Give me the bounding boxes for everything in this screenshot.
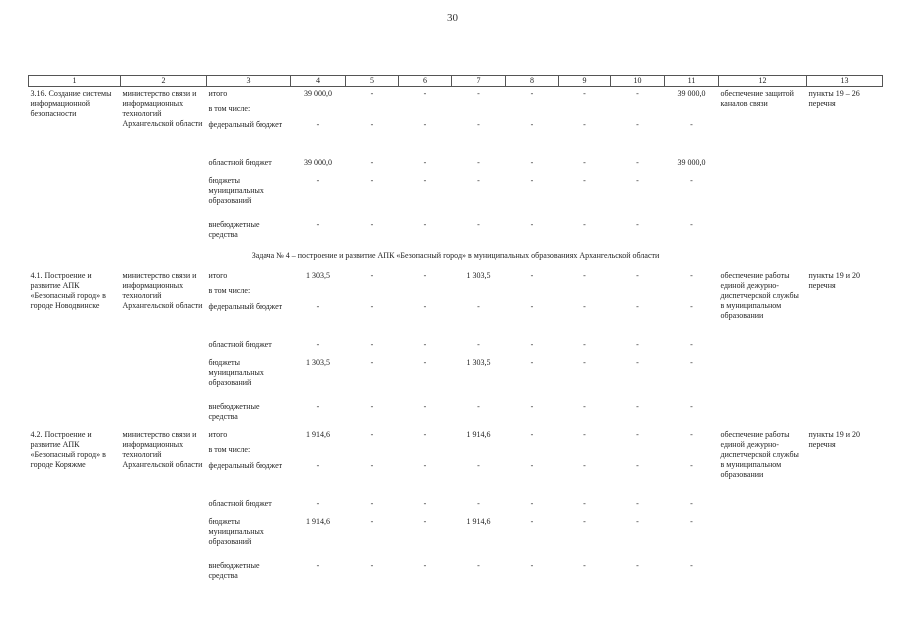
amount-cell: - — [690, 119, 693, 129]
column-number: 9 — [559, 76, 611, 87]
amount-cell: - — [477, 498, 480, 508]
amount-cell: - — [530, 339, 534, 349]
amount-cell: - — [583, 270, 586, 280]
funding-source: федеральный бюджет — [208, 301, 283, 311]
amount-cell: - — [423, 401, 427, 411]
amount-cell: - — [423, 270, 427, 280]
amount-cell — [506, 104, 559, 120]
amount-cell: - — [583, 175, 586, 185]
amount-cell: - — [477, 175, 480, 185]
table-row — [29, 428, 883, 445]
amount-cell — [399, 445, 452, 461]
amount-cell: - — [636, 89, 639, 98]
amount-cell: - — [423, 429, 427, 439]
amount-cell: - — [530, 516, 534, 526]
measure-name: 4.2. Построение и развитие АПК «Безопасный город» в городе Коряжме — [30, 429, 106, 469]
amount-cell — [665, 104, 719, 120]
amount-cell: - — [530, 301, 534, 311]
amount-cell: - — [636, 175, 639, 185]
expected-result: обеспечение защитой каналов связи — [720, 89, 794, 108]
executor-name: министерство связи и информационных технологий Архангельской области — [122, 89, 203, 128]
amount-cell: - — [530, 175, 534, 185]
amount-cell: - — [690, 270, 693, 280]
amount-cell: - — [423, 339, 427, 349]
funding-source: итого — [208, 89, 228, 98]
measure-name: 3.16. Создание системы информационной безопасности — [30, 89, 112, 118]
amount-cell: - — [636, 119, 639, 129]
amount-cell — [452, 286, 506, 302]
amount-cell: - — [423, 460, 427, 470]
column-number: 10 — [611, 76, 665, 87]
amount-cell: - — [530, 560, 534, 570]
funding-source: итого — [208, 429, 228, 439]
funding-source: областной бюджет — [208, 157, 272, 167]
amount-cell: - — [636, 429, 639, 439]
amount-cell: - — [316, 119, 320, 129]
amount-cell: - — [370, 401, 374, 411]
amount-cell — [506, 286, 559, 302]
amount-cell — [665, 286, 719, 302]
amount-cell: - — [636, 157, 639, 167]
funding-source: в том числе: — [208, 285, 251, 295]
amount-cell: - — [690, 357, 693, 367]
amount-cell — [399, 104, 452, 120]
amount-cell: - — [583, 89, 586, 98]
amount-cell: - — [316, 339, 320, 349]
amount-cell: - — [477, 89, 480, 98]
amount-cell — [665, 445, 719, 461]
amount-cell: - — [423, 89, 427, 98]
amount-cell: - — [583, 157, 586, 167]
column-number: 1 — [29, 76, 121, 87]
column-number: 13 — [807, 76, 883, 87]
funding-source: итого — [208, 270, 228, 280]
amount-cell — [559, 445, 611, 461]
amount-cell: - — [636, 460, 639, 470]
measure-name: 4.1. Построение и развитие АПК «Безопасный город» в городе Новодвинске — [30, 270, 106, 310]
amount-cell: - — [370, 560, 374, 570]
amount-cell: - — [370, 157, 374, 167]
amount-cell: - — [583, 357, 586, 367]
amount-cell: - — [530, 357, 534, 367]
budget-table — [28, 75, 883, 587]
amount-cell: - — [583, 339, 586, 349]
amount-cell: - — [316, 401, 320, 411]
executor-name: министерство связи и информационных технологий Архангельской области — [122, 429, 203, 469]
amount-cell: - — [690, 498, 693, 508]
amount-cell — [506, 445, 559, 461]
amount-cell: - — [370, 219, 374, 229]
amount-cell: - — [583, 516, 586, 526]
column-number-row — [29, 76, 883, 87]
column-number: 8 — [506, 76, 559, 87]
amount-cell: - — [583, 498, 586, 508]
amount-cell — [452, 445, 506, 461]
amount-cell: - — [636, 516, 639, 526]
amount-cell: - — [530, 89, 534, 98]
column-number: 5 — [346, 76, 399, 87]
amount-cell: - — [690, 339, 693, 349]
amount-cell: - — [477, 301, 480, 311]
funding-source: федеральный бюджет — [208, 460, 283, 470]
funding-source: федеральный бюджет — [208, 119, 283, 129]
amount-cell: - — [423, 175, 427, 185]
funding-source: в том числе: — [208, 103, 251, 113]
amount-cell: - — [636, 219, 639, 229]
amount-cell: - — [583, 560, 586, 570]
amount-cell: - — [370, 270, 374, 280]
funding-source: внебюджетные средства — [208, 401, 260, 421]
amount-cell: - — [423, 498, 427, 508]
amount-cell: - — [583, 429, 586, 439]
amount-cell: - — [370, 429, 374, 439]
amount-cell: - — [530, 498, 534, 508]
funding-source: областной бюджет — [208, 498, 272, 508]
amount-cell: - — [530, 119, 534, 129]
amount-cell — [346, 104, 399, 120]
amount-cell: - — [316, 460, 320, 470]
amount-cell: - — [423, 516, 427, 526]
amount-cell: - — [370, 498, 374, 508]
amount-cell: - — [690, 401, 693, 411]
amount-cell: - — [370, 357, 374, 367]
amount-cell: 1 303,5 — [306, 270, 330, 280]
amount-cell: - — [477, 339, 480, 349]
amount-cell: - — [477, 157, 480, 167]
amount-cell: - — [690, 219, 693, 229]
amount-cell: - — [423, 119, 427, 129]
amount-cell: - — [370, 89, 374, 98]
amount-cell: - — [477, 460, 480, 470]
amount-cell: 1 303,5 — [306, 357, 330, 367]
indicator-reference: пункты 19 – 26 перечня — [808, 89, 860, 108]
amount-cell: - — [690, 460, 693, 470]
amount-cell: - — [423, 157, 427, 167]
column-number: 11 — [665, 76, 719, 87]
amount-cell: - — [583, 301, 586, 311]
amount-cell: 1 914,6 — [466, 429, 491, 439]
column-number: 2 — [121, 76, 207, 87]
amount-cell: - — [370, 119, 374, 129]
amount-cell: - — [530, 401, 534, 411]
amount-cell: - — [370, 516, 374, 526]
amount-cell: - — [370, 339, 374, 349]
amount-cell: - — [636, 401, 639, 411]
amount-cell: - — [370, 301, 374, 311]
column-number: 7 — [452, 76, 506, 87]
amount-cell — [611, 104, 665, 120]
amount-cell: - — [690, 560, 693, 570]
amount-cell — [291, 286, 346, 302]
amount-cell: - — [423, 357, 427, 367]
funding-source: бюджеты муниципальных образований — [208, 357, 264, 387]
task-heading-row — [29, 246, 883, 269]
amount-cell: - — [477, 401, 480, 411]
amount-cell: - — [636, 301, 639, 311]
amount-cell: - — [636, 339, 639, 349]
amount-cell: - — [477, 119, 480, 129]
amount-cell: - — [477, 560, 480, 570]
table-row — [29, 87, 883, 104]
amount-cell — [559, 104, 611, 120]
amount-cell — [559, 286, 611, 302]
page-number: 30 — [447, 12, 458, 24]
funding-source: внебюджетные средства — [208, 560, 260, 580]
amount-cell: - — [370, 175, 374, 185]
amount-cell: - — [530, 429, 534, 439]
funding-source: бюджеты муниципальных образований — [208, 516, 264, 546]
amount-cell: - — [423, 301, 427, 311]
amount-cell: - — [690, 516, 693, 526]
expected-result: обеспечение работы единой дежурно-диспетчерской службы в муниципальном образовании — [720, 270, 799, 320]
amount-cell — [452, 104, 506, 120]
amount-cell: - — [690, 429, 693, 439]
amount-cell: 39 000,0 — [304, 157, 332, 167]
amount-cell: - — [423, 219, 427, 229]
amount-cell — [291, 104, 346, 120]
amount-cell: - — [690, 301, 693, 311]
amount-cell — [346, 286, 399, 302]
amount-cell: 39 000,0 — [304, 89, 332, 98]
amount-cell: - — [316, 498, 320, 508]
amount-cell: 1 303,5 — [466, 357, 491, 367]
indicator-reference: пункты 19 и 20 перечня — [808, 270, 860, 290]
column-number: 3 — [207, 76, 291, 87]
amount-cell — [399, 286, 452, 302]
indicator-reference: пункты 19 и 20 перечня — [808, 429, 860, 449]
amount-cell — [346, 445, 399, 461]
amount-cell: - — [583, 119, 586, 129]
amount-cell: - — [316, 560, 320, 570]
amount-cell: - — [690, 175, 693, 185]
amount-cell: 1 914,6 — [306, 429, 330, 439]
amount-cell: - — [636, 498, 639, 508]
task-heading: Задача № 4 – построение и развитие АПК «Безопасный город» в муниципальных образованиях Архангельской области — [251, 250, 660, 260]
amount-cell: 1 914,6 — [466, 516, 491, 526]
column-number: 4 — [291, 76, 346, 87]
amount-cell: - — [636, 357, 639, 367]
amount-cell: - — [477, 219, 480, 229]
amount-cell: - — [370, 460, 374, 470]
amount-cell: - — [530, 157, 534, 167]
amount-cell: - — [316, 301, 320, 311]
executor-name: министерство связи и информационных технологий Архангельской области — [122, 270, 203, 310]
expected-result: обеспечение работы единой дежурно-диспетчерской службы в муниципальном образовании — [720, 429, 799, 479]
amount-cell — [611, 286, 665, 302]
amount-cell: - — [636, 270, 639, 280]
amount-cell: - — [316, 175, 320, 185]
table-row — [29, 269, 883, 286]
amount-cell: - — [316, 219, 320, 229]
column-number: 6 — [399, 76, 452, 87]
funding-source: областной бюджет — [208, 339, 272, 349]
funding-source: бюджеты муниципальных образований — [208, 175, 264, 205]
amount-cell — [291, 445, 346, 461]
amount-cell: - — [423, 560, 427, 570]
funding-source: внебюджетные средства — [208, 219, 260, 239]
amount-cell: - — [530, 270, 534, 280]
amount-cell: - — [530, 219, 534, 229]
amount-cell: - — [530, 460, 534, 470]
amount-cell: 1 303,5 — [466, 270, 491, 280]
amount-cell: - — [583, 219, 586, 229]
amount-cell: - — [583, 460, 586, 470]
amount-cell: - — [583, 401, 586, 411]
amount-cell: 39 000,0 — [677, 89, 706, 98]
funding-source: в том числе: — [208, 444, 251, 454]
amount-cell — [611, 445, 665, 461]
column-number: 12 — [719, 76, 807, 87]
amount-cell: 1 914,6 — [306, 516, 330, 526]
amount-cell: - — [636, 560, 639, 570]
amount-cell: 39 000,0 — [677, 157, 706, 167]
